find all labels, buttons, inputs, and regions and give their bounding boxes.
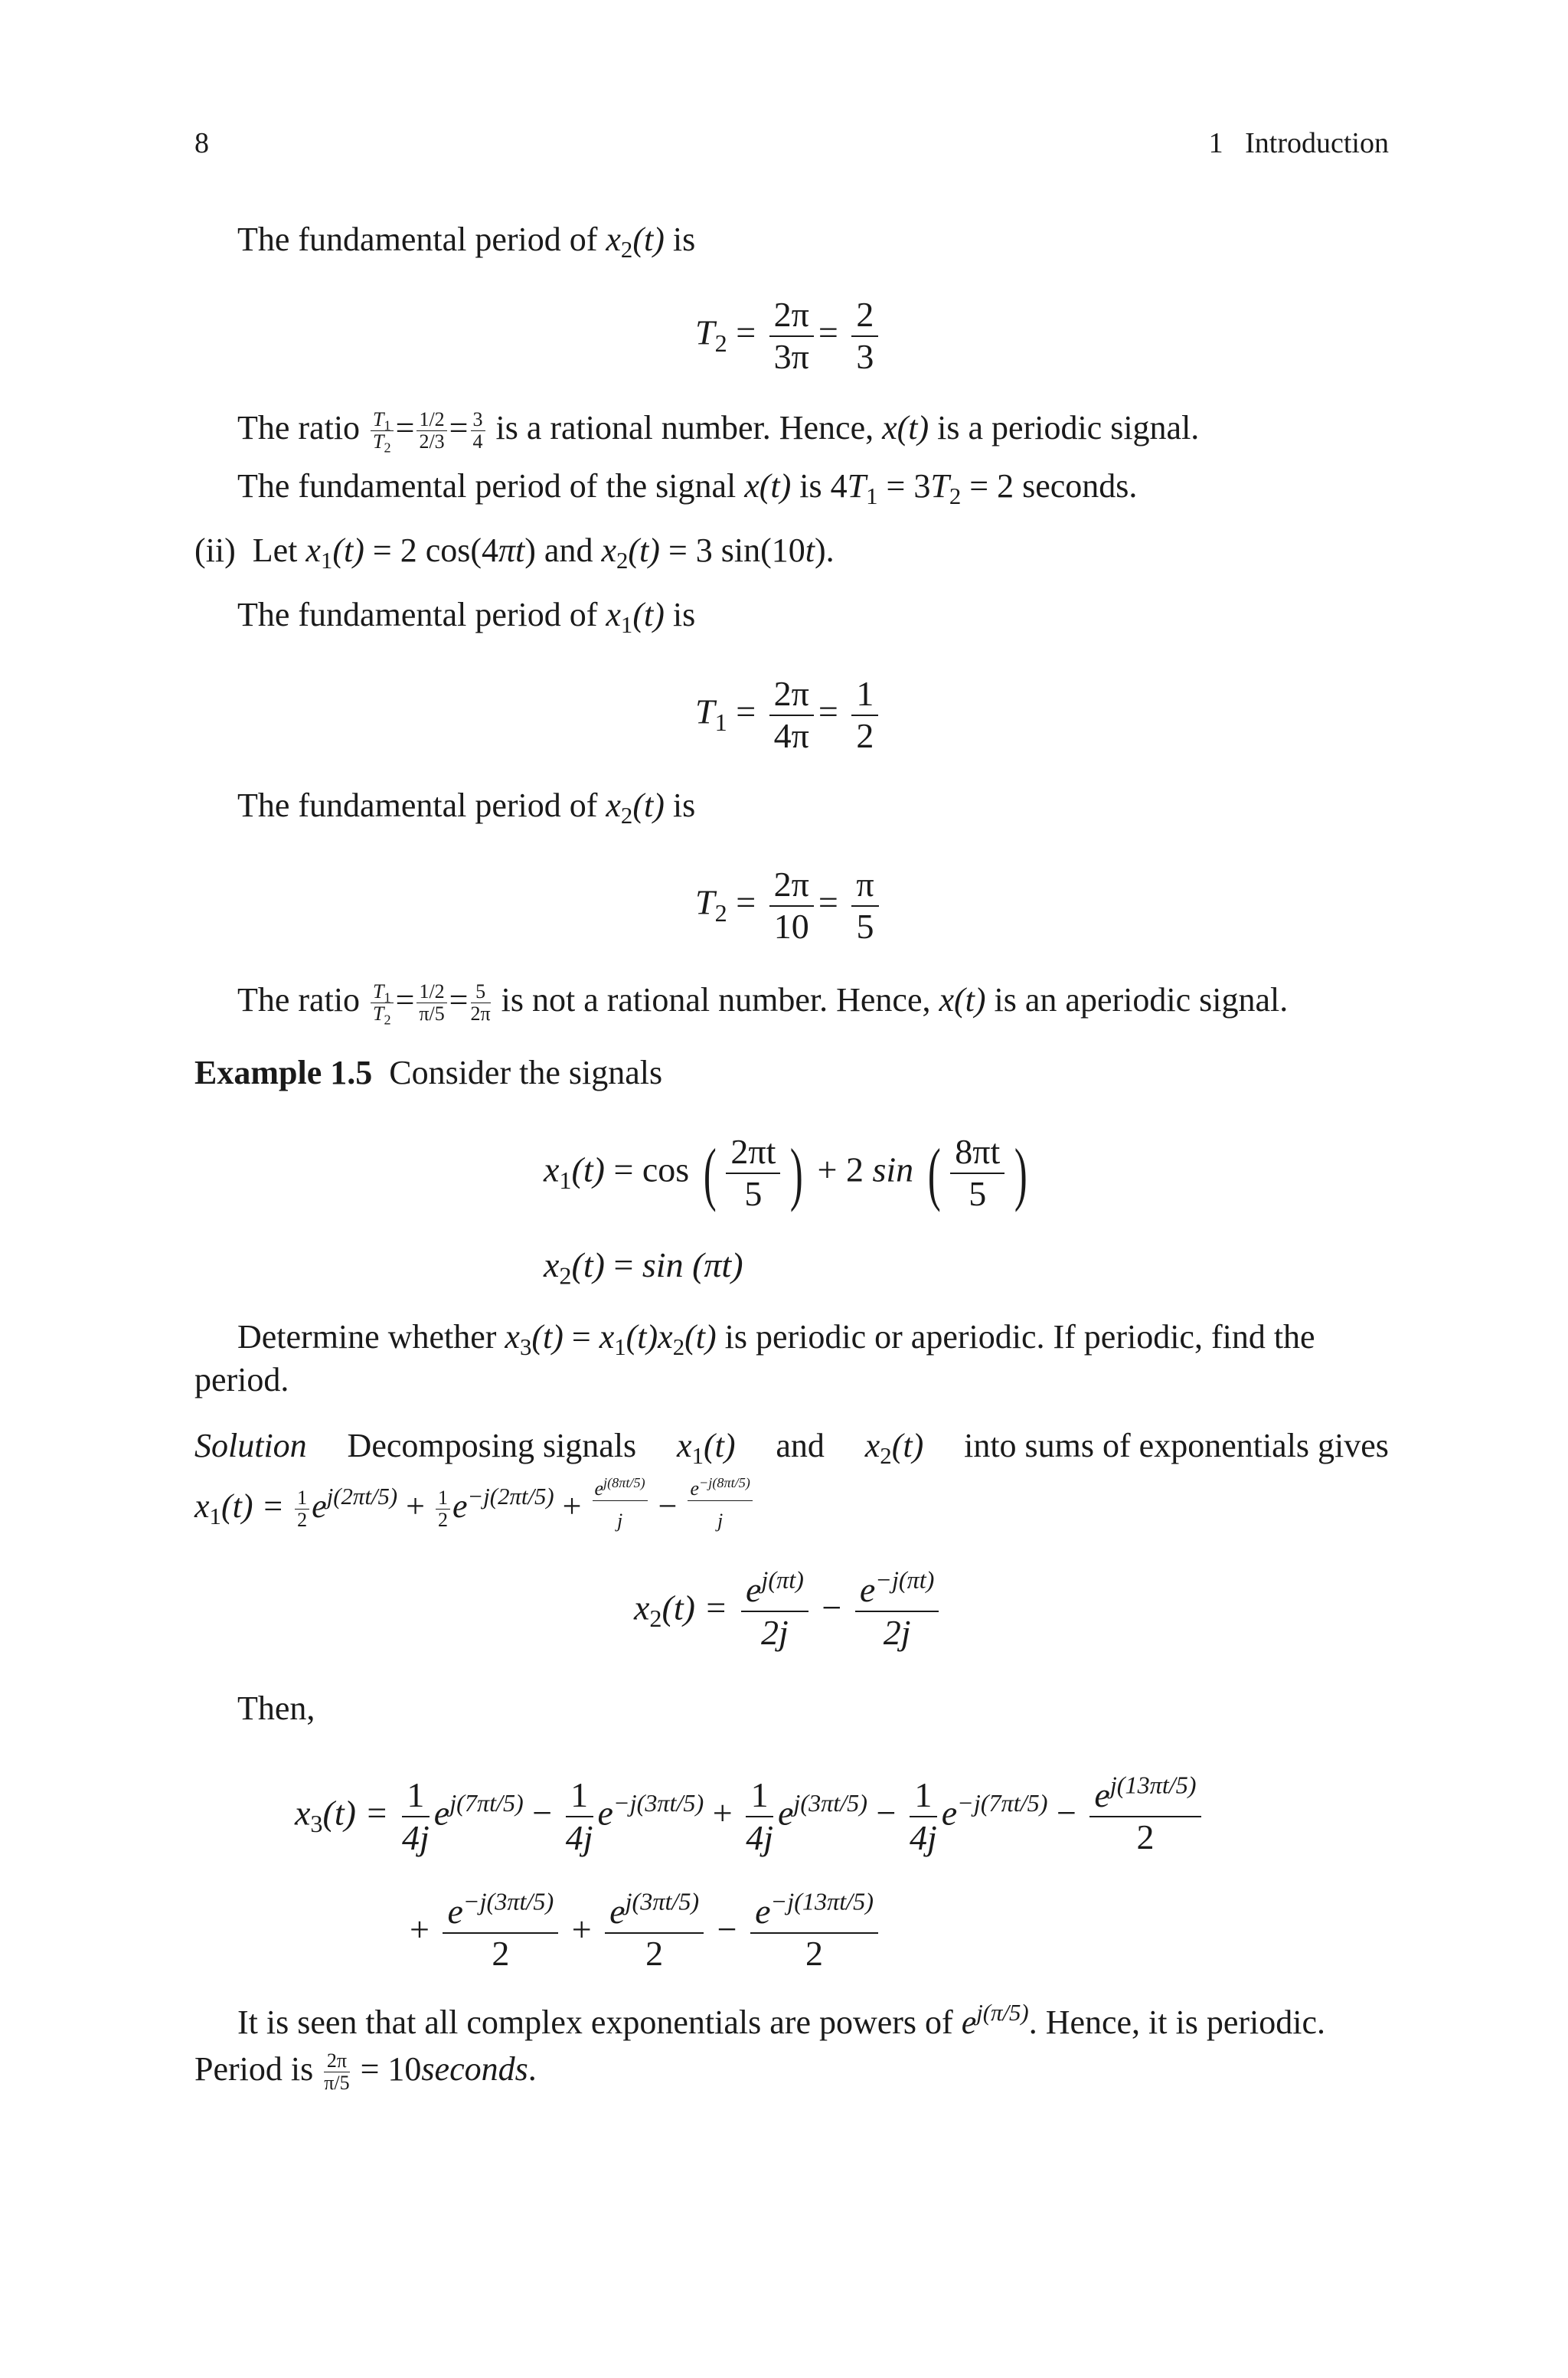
n: 1 (746, 1775, 773, 1817)
e: e (1094, 1775, 1110, 1815)
minus: − (717, 1909, 737, 1949)
text: is (664, 787, 696, 824)
fraction (950, 1132, 1004, 1215)
sub: 1 (209, 1503, 221, 1530)
d: 4j (746, 1817, 773, 1857)
denominator: 5 (969, 1173, 987, 1213)
exponent: j(2πt/5) (326, 1483, 398, 1510)
arg: (t) (332, 532, 364, 569)
paren-close: ) (1014, 1133, 1028, 1212)
e: e (312, 1487, 327, 1525)
x2t (864, 1426, 924, 1470)
exponent: j(7πt/5) (449, 1788, 524, 1817)
denominator: 4π (773, 715, 809, 755)
e: e (597, 1793, 613, 1833)
sub: 1 (614, 1334, 626, 1361)
d: 2/3 (419, 430, 445, 453)
d: 2 (437, 1509, 448, 1532)
text: + (397, 1487, 433, 1525)
sub: 1 (866, 483, 878, 510)
exponent: j(πt) (761, 1565, 804, 1594)
fraction (726, 1132, 780, 1215)
numerator: 2π (769, 295, 814, 337)
fraction (769, 295, 814, 378)
numerator: π (851, 865, 878, 907)
e: e (594, 1477, 604, 1500)
sub: 2 (616, 548, 629, 574)
var: t (805, 532, 815, 569)
d: 2π (470, 1003, 491, 1025)
sub: 2 (384, 1012, 391, 1028)
var: x (634, 1588, 650, 1627)
text: Period is (194, 2050, 322, 2088)
var: x (606, 221, 621, 258)
equals: = (613, 1245, 634, 1284)
fraction (443, 1887, 558, 1974)
fraction (295, 1487, 309, 1532)
fraction (851, 674, 878, 757)
d: 4j (909, 1817, 937, 1857)
plus: + 2 (817, 1150, 864, 1189)
n: T (373, 980, 384, 1003)
fraction (605, 1887, 704, 1974)
arg: (t) = (662, 1588, 728, 1627)
xt: x(t) (882, 409, 929, 446)
e: e (433, 1793, 450, 1833)
d: T (373, 430, 384, 453)
sub: 1 (320, 548, 333, 574)
text: ) and (524, 532, 602, 569)
text: = (563, 1318, 599, 1356)
lhs: x (544, 1150, 560, 1189)
arg: (t) (684, 1318, 717, 1356)
fraction (769, 865, 814, 947)
numerator: 2πt (726, 1132, 780, 1174)
fraction (416, 981, 446, 1025)
fraction (851, 295, 878, 378)
text: is an aperiodic signal. (985, 981, 1289, 1019)
equation-x3-line2 (410, 1887, 883, 1974)
fraction (910, 1775, 937, 1858)
text: is (664, 221, 696, 258)
e: e (755, 1892, 771, 1931)
exponent: −j(8πt/5) (699, 1475, 750, 1490)
exponent: −j(3πt/5) (462, 1887, 554, 1915)
paragraph-then: Then, (237, 1689, 315, 1727)
text: = 10 (351, 2050, 422, 2088)
minus: − (876, 1793, 897, 1833)
chapter-title: Introduction (1245, 127, 1389, 159)
plus: + (712, 1793, 733, 1833)
text: + (554, 1487, 590, 1525)
paren-close: ) (790, 1133, 804, 1212)
paragraph-conclusion (237, 2000, 1326, 2043)
arg: (t) (626, 1318, 658, 1356)
var: x (864, 1427, 880, 1464)
var: x (599, 1318, 615, 1356)
lhs: T (695, 692, 715, 731)
text: is a periodic signal. (929, 409, 1200, 446)
d: j (616, 1509, 623, 1532)
text: Decomposing signals (347, 1427, 637, 1464)
x1t (677, 1426, 736, 1470)
text: = 2 seconds. (961, 467, 1138, 505)
equation-x3-line1 (295, 1771, 1206, 1858)
text: is not a rational number. Hence, (492, 981, 939, 1019)
xt: x(t) (744, 467, 792, 505)
fraction (855, 1565, 939, 1653)
lhs: T (695, 882, 715, 922)
e: e (777, 1793, 794, 1833)
arg: (t) (632, 596, 665, 633)
var: x (606, 596, 621, 633)
denominator: 3 (856, 336, 874, 376)
n: 1/2 (416, 981, 446, 1004)
var: x (658, 1318, 673, 1356)
var: πt (498, 532, 525, 569)
exponent: j(8πt/5) (603, 1475, 645, 1490)
sub: 2 (672, 1334, 685, 1361)
fraction (566, 1775, 593, 1858)
paragraph-period-x1 (237, 595, 696, 639)
equation-x2-decomposition (634, 1565, 943, 1653)
paragraph-fundamental-signal (237, 466, 1138, 510)
fraction (371, 407, 394, 456)
fraction (688, 1475, 752, 1541)
item-label: (ii) (194, 532, 236, 569)
fraction (851, 865, 878, 947)
text: is (664, 596, 696, 633)
var: x (601, 532, 616, 569)
text: . Hence, it is periodic. (1028, 2003, 1326, 2041)
d: π/5 (419, 1003, 445, 1025)
text: The ratio (237, 981, 369, 1019)
minus: − (532, 1793, 553, 1833)
paragraph-determine-line2: period. (194, 1361, 289, 1398)
numerator: 2 (851, 295, 878, 337)
solution-label: Solution (194, 1427, 307, 1464)
text: The fundamental period of (237, 221, 606, 258)
sub: 2 (714, 329, 727, 358)
equation-T2-first: $T_2$ = $\frac{2\pi}{3\pi}$ = $\frac{2}{3}$ (695, 295, 883, 378)
paragraph-ratio-rational: The ratio $\frac{T_1}{T_2}$ = $\frac{1/2}{2/3}$ = $\frac{3}{4}$ is a rational number. Hence, x(t) is a periodic signal. (237, 407, 1200, 456)
paragraph-period-x2 (237, 220, 696, 263)
fraction (324, 2050, 349, 2095)
sub: 2 (620, 803, 633, 829)
fraction (593, 1475, 648, 1541)
text: − (649, 1487, 686, 1525)
e: e (745, 1570, 762, 1609)
arg: (t) (531, 1318, 564, 1356)
equation-x1-decomposition (194, 1475, 755, 1541)
sub: 2 (880, 1443, 892, 1470)
e: e (690, 1477, 699, 1500)
arg: (t) (891, 1427, 924, 1464)
denominator: 5 (856, 906, 874, 946)
text: is 4 (791, 467, 848, 505)
paragraph-period-x2-second (237, 786, 696, 829)
exponent: −j(13πt/5) (770, 1887, 874, 1915)
sub: 3 (519, 1334, 532, 1361)
denominator: 2 (856, 715, 874, 755)
d: T (373, 1003, 384, 1025)
d: 4 (472, 430, 483, 453)
n: 1 (910, 1775, 937, 1817)
T: T (930, 467, 949, 505)
sub: 3 (310, 1810, 323, 1838)
exponent: j(13πt/5) (1109, 1771, 1197, 1799)
fraction (471, 981, 491, 1025)
fraction (746, 1775, 773, 1858)
denominator: 3π (773, 336, 809, 376)
text: = 3 (877, 467, 931, 505)
text: The fundamental period of (237, 787, 606, 824)
exponent: j(3πt/5) (793, 1788, 867, 1817)
fraction (416, 409, 446, 453)
d: j (717, 1509, 724, 1532)
sub: 2 (620, 237, 633, 263)
sub: 2 (649, 1604, 662, 1633)
lhs: x (544, 1245, 560, 1284)
text: The ratio (237, 409, 369, 446)
exponent: −j(πt) (875, 1565, 935, 1594)
fraction (1089, 1771, 1200, 1858)
arg: (t) = (322, 1793, 389, 1833)
numerator: 2π (769, 865, 814, 907)
equation-x2 (544, 1245, 743, 1290)
arg: (t) (703, 1427, 736, 1464)
fraction (471, 409, 485, 453)
text: is a rational number. Hence, (487, 409, 883, 446)
fraction (769, 674, 814, 757)
e: e (941, 1793, 958, 1833)
paragraph-ratio-irrational: The ratio $\frac{T_1}{T_2}$ = $\frac{1/2}{\pi/5}$ = $\frac{5}{2\pi}$ is not a rational number. Hence, x(t) is an aperiodic signal. (237, 980, 1289, 1028)
sub: 1 (691, 1443, 704, 1470)
minus: − (1056, 1793, 1076, 1833)
sub: 1 (384, 417, 391, 433)
n: 1/2 (416, 409, 446, 432)
sub: 1 (714, 708, 727, 737)
e: e (609, 1892, 626, 1931)
numerator: 2π (769, 674, 814, 716)
text: ). (815, 532, 835, 569)
d: π/5 (324, 2072, 350, 2095)
var: x (194, 1487, 210, 1525)
text: and (776, 1427, 825, 1464)
xt: x(t) (939, 981, 986, 1019)
equation-T1: $T_1$ = $\frac{2\pi}{4\pi}$ = $\frac{1}{2}$ (695, 674, 883, 757)
fraction (371, 980, 394, 1028)
sub: 1 (384, 989, 391, 1006)
seconds: seconds (421, 2050, 528, 2088)
n: 1 (402, 1775, 430, 1817)
page-number: 8 (194, 127, 209, 159)
denominator: 2j (761, 1612, 789, 1652)
example-heading (194, 1053, 662, 1093)
text: into sums of exponentials gives (964, 1427, 1389, 1464)
paren-open: ( (927, 1133, 941, 1212)
e: e (452, 1487, 468, 1525)
text: . (528, 2050, 537, 2088)
d: 2 (297, 1509, 308, 1532)
exponent: j(3πt/5) (625, 1887, 700, 1915)
var: x (505, 1318, 520, 1356)
paragraph-period-result (194, 2049, 537, 2095)
fraction (741, 1565, 808, 1653)
n: 1 (295, 1487, 309, 1510)
n: 1 (436, 1487, 450, 1510)
arg: (t) (628, 532, 660, 569)
plus: + (410, 1909, 430, 1949)
paren-open: ( (703, 1133, 717, 1212)
sin: sin (872, 1150, 914, 1189)
fraction (402, 1775, 430, 1858)
fraction (750, 1887, 878, 1974)
text: Let (252, 532, 306, 569)
example-text: Consider the signals (389, 1054, 663, 1091)
e: e (447, 1892, 463, 1931)
var: x (295, 1793, 311, 1833)
n: 2π (324, 2050, 349, 2073)
paragraph-solution (194, 1426, 1389, 1470)
arg: (t) = (220, 1487, 293, 1525)
arg: (t) (632, 787, 665, 824)
sub: 2 (714, 899, 727, 927)
sub: 2 (384, 440, 391, 456)
denominator: 2j (883, 1612, 911, 1652)
list-item-ii (194, 531, 835, 574)
text: The fundamental period of (237, 596, 606, 633)
e: e (961, 2003, 977, 2041)
var: x (677, 1427, 692, 1464)
n: 5 (471, 981, 491, 1004)
d: 2 (492, 1933, 510, 1973)
plus: + (571, 1909, 592, 1949)
text: It is seen that all complex exponentials are powers of (237, 2003, 962, 2041)
text: Determine whether (237, 1318, 505, 1356)
fraction (436, 1487, 450, 1532)
running-header (1209, 126, 1389, 160)
sub: 1 (620, 612, 633, 639)
exponent: −j(3πt/5) (612, 1788, 704, 1817)
e: e (859, 1570, 876, 1609)
text: The fundamental period of the signal (237, 467, 745, 505)
d: 2 (1136, 1817, 1155, 1856)
var: x (305, 532, 321, 569)
equals: = (613, 1150, 634, 1189)
sub: 2 (559, 1261, 572, 1290)
n: T (373, 407, 384, 430)
var: x (606, 787, 621, 824)
d: 2 (805, 1933, 824, 1973)
numerator: 1 (851, 674, 878, 716)
text: = 3 sin(10 (659, 532, 805, 569)
text: is periodic or aperiodic. If periodic, find the (716, 1318, 1315, 1356)
denominator: 5 (744, 1173, 763, 1213)
exponent: −j(2πt/5) (467, 1483, 554, 1510)
denominator: 10 (773, 906, 809, 946)
d: 4j (401, 1817, 430, 1857)
arg: (t) (632, 221, 665, 258)
arg: (t) (571, 1245, 605, 1284)
sub: 1 (559, 1166, 572, 1195)
example-label: Example 1.5 (194, 1054, 373, 1091)
lhs: T (695, 312, 715, 352)
paragraph-determine (237, 1317, 1315, 1361)
minus: − (822, 1588, 842, 1627)
d: 4j (565, 1817, 593, 1857)
arg: (t) (571, 1150, 605, 1189)
T: T (847, 467, 867, 505)
chapter-number: 1 (1208, 127, 1223, 159)
n: 3 (471, 409, 485, 432)
sub: 2 (949, 483, 962, 510)
rhs: sin (πt) (642, 1245, 743, 1284)
d: 2 (645, 1933, 664, 1973)
cos: cos (642, 1150, 690, 1189)
exponent: −j(7πt/5) (957, 1788, 1048, 1817)
n: 1 (566, 1775, 593, 1817)
exponent: j(π/5) (976, 2000, 1029, 2026)
text: = 2 cos(4 (364, 532, 498, 569)
equation-T2-second: $T_2$ = $\frac{2\pi}{10}$ = $\frac{\pi}{5}$ (695, 865, 884, 947)
numerator: 8πt (950, 1132, 1004, 1174)
equation-x1 (544, 1132, 1033, 1215)
